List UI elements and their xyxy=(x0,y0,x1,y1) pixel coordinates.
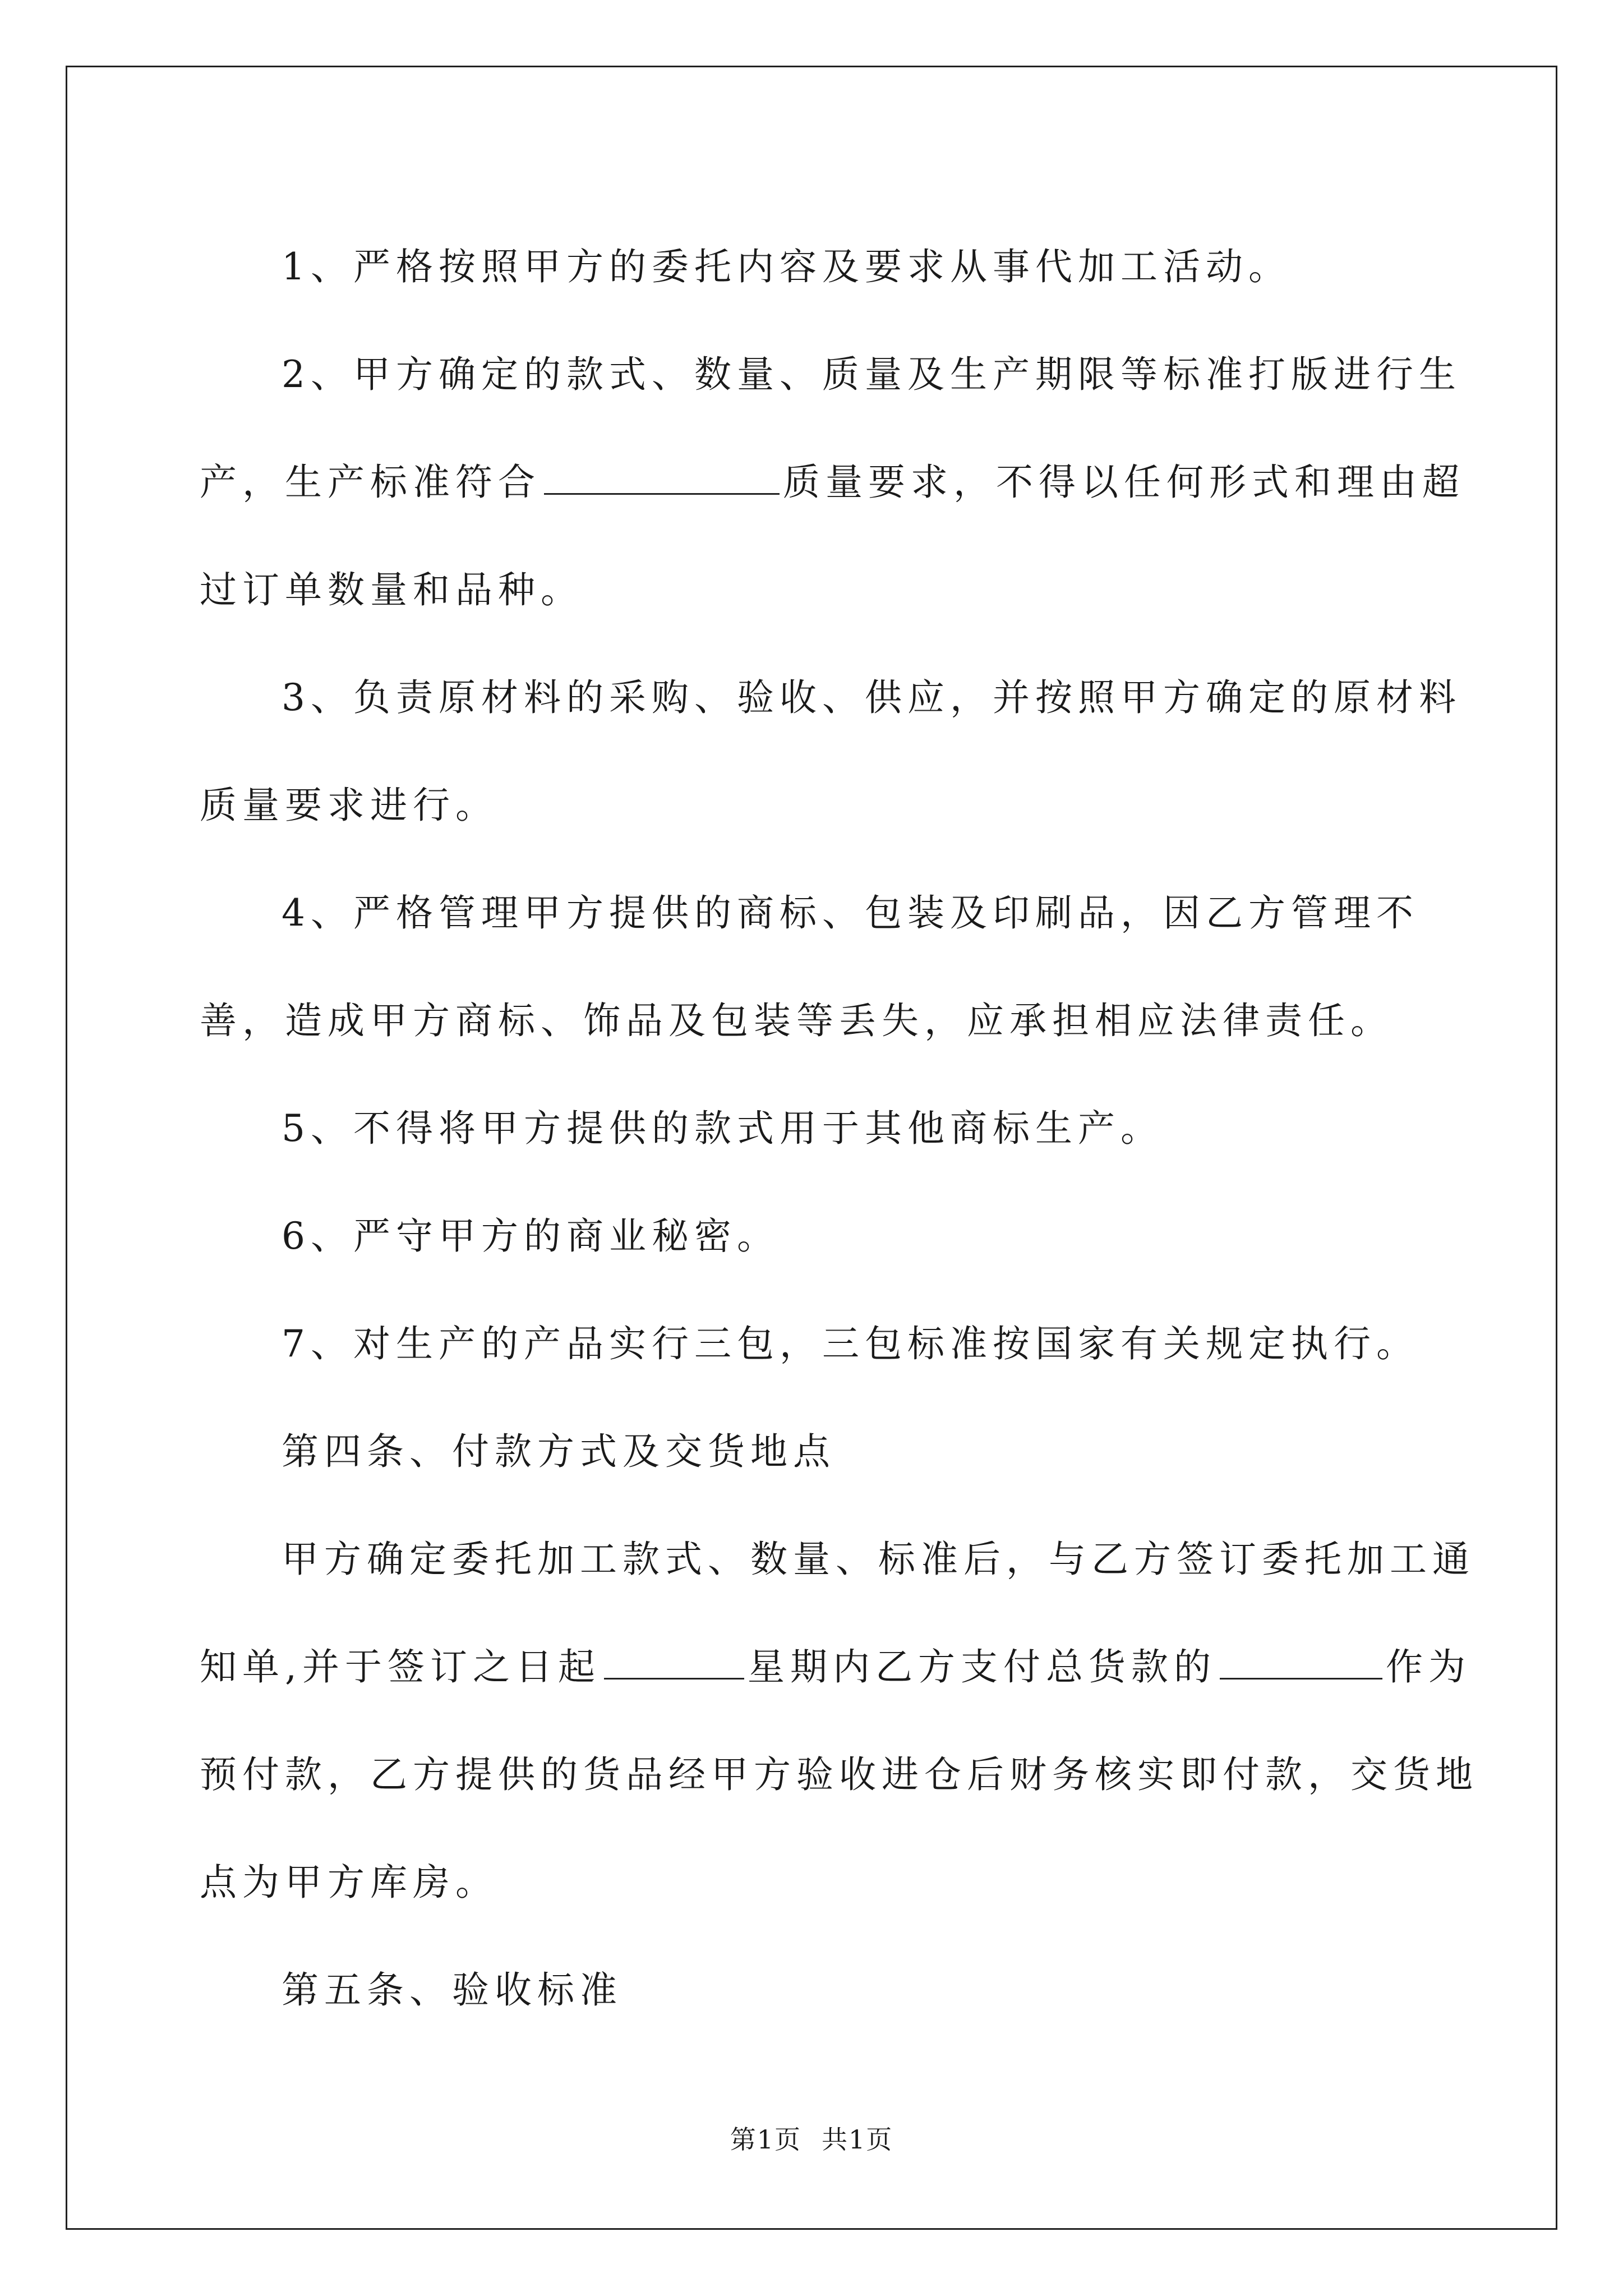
fill-in-blank-weeks xyxy=(604,1641,744,1680)
clause-item-5: 5、不得将甲方提供的款式用于其他商标生产。 xyxy=(282,1107,1163,1150)
clause-item-6: 6、严守甲方的商业秘密。 xyxy=(282,1214,780,1258)
payment-terms-text-2: 星期内乙方支付总货款的 xyxy=(747,1645,1216,1688)
payment-terms-text-1: 甲方确定委托加工款式、数量、标准后，与乙方签订委托加工通知单,并于签订之日起 xyxy=(200,1538,1475,1688)
fill-in-blank-quality-standard xyxy=(544,456,780,495)
section-heading-article-4: 第四条、付款方式及交货地点 xyxy=(282,1430,836,1473)
clause-item-2-text-after: 质量要求，不得以任何形式和理由超过订单数量和品种。 xyxy=(200,461,1465,611)
page-number-current: 第1页 xyxy=(730,2124,801,2155)
document-body xyxy=(200,213,1484,2044)
clause-item-2 xyxy=(200,321,1484,644)
payment-terms-paragraph xyxy=(200,1506,1484,1936)
page-footer xyxy=(0,2119,1623,2156)
payment-terms-text-3: 作为预付款，乙方提供的货品经甲方验收进仓后财务核实即付款，交货地点为甲方库房。 xyxy=(200,1645,1478,1904)
fill-in-blank-percentage xyxy=(1220,1641,1382,1680)
clause-item-4: 4、严格管理甲方提供的商标、包装及印刷品，因乙方管理不善，造成甲方商标、饰品及包装等丢失，应承担相应法律责任。 xyxy=(200,891,1419,1042)
clause-item-2-text-before: 2、甲方确定的款式、数量、质量及生产期限等标准打版进行生产，生产标准符合 xyxy=(200,353,1461,504)
clause-item-1: 1、严格按照甲方的委托内容及要求从事代加工活动。 xyxy=(282,245,1291,288)
clause-item-3: 3、负责原材料的采购、验收、供应，并按照甲方确定的原材料质量要求进行。 xyxy=(200,676,1461,827)
page-number-total: 共1页 xyxy=(822,2124,893,2155)
section-heading-article-5: 第五条、验收标准 xyxy=(282,1968,623,2012)
clause-item-7: 7、对生产的产品实行三包，三包标准按国家有关规定执行。 xyxy=(282,1322,1419,1365)
